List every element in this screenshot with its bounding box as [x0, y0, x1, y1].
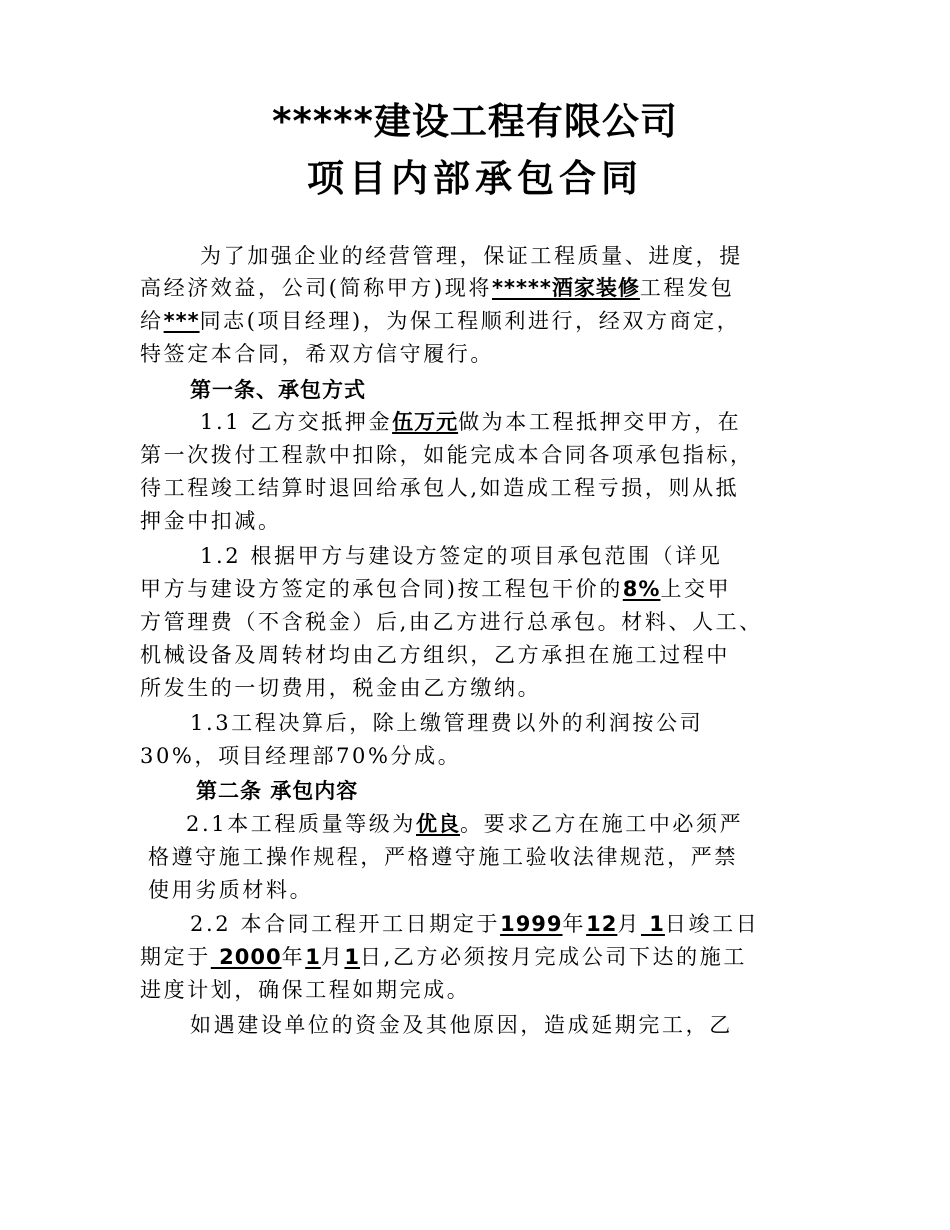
clause-2-1-line-1: 2.1本工程质量等级为优良。要求乙方在施工中必须严	[186, 812, 744, 836]
start-month: 12	[586, 912, 618, 936]
intro-line-4: 特签定本合同，希双方信守履行。	[140, 342, 494, 366]
clause-1-2-line-4: 机械设备及周转材均由乙方组织，乙方承担在施工过程中	[140, 643, 730, 667]
clause-1-1-line-2: 第一次拨付工程款中扣除，如能完成本合同各项承包指标，	[140, 443, 754, 467]
deposit-amount: 伍万元	[392, 410, 459, 434]
clause-1-1-line-4: 押金中扣减。	[140, 509, 282, 533]
clause-1-2-line-2: 甲方与建设方签定的承包合同)按工程包干价的8%上交甲	[140, 577, 732, 601]
clause-1-2-line-5: 所发生的一切费用，税金由乙方缴纳。	[140, 676, 542, 700]
end-day: 1	[344, 945, 361, 969]
article-1-heading: 第一条、承包方式	[190, 378, 366, 402]
clause-2-2-line-3: 进度计划，确保工程如期完成。	[140, 978, 471, 1002]
clause-1-3-line-2: 30%，项目经理部70%分成。	[140, 744, 462, 768]
clause-1-1-line-3: 待工程竣工结算时退回给承包人,如造成工程亏损，则从抵	[140, 476, 740, 500]
delay-paragraph-line-1: 如遇建设单位的资金及其他原因，造成延期完工，乙	[190, 1013, 733, 1037]
project-name: *****酒家装修	[491, 276, 640, 300]
contract-title: 项目内部承包合同	[307, 157, 643, 200]
clause-2-1-line-3: 使用劣质材料。	[148, 878, 314, 902]
clause-1-3-line-1: 1.3工程决算后，除上缴管理费以外的利润按公司	[190, 711, 704, 735]
intro-line-1: 为了加强企业的经营管理，保证工程质量、进度，提	[200, 244, 743, 268]
end-year: 2000	[210, 945, 282, 969]
intro-line-2: 高经济效益，公司(简称甲方)现将*****酒家装修工程发包	[140, 276, 735, 300]
clause-1-1-line-1: 1.1 乙方交抵押金伍万元做为本工程抵押交甲方，在	[200, 410, 742, 434]
clause-2-1-line-2: 格遵守施工操作规程，严格遵守施工验收法律规范，严禁	[148, 845, 738, 869]
clause-2-2-line-1: 2.2 本合同工程开工日期定于1999年12月 1日竣工日	[190, 912, 760, 936]
start-day: 1	[640, 912, 665, 936]
clause-1-2-line-3: 方管理费（不含税金）后,由乙方进行总承包。材料、人工、	[140, 610, 763, 634]
company-title: *****建设工程有限公司	[272, 100, 678, 143]
start-year: 1999	[500, 912, 563, 936]
quality-grade: 优良	[416, 812, 460, 836]
manager-name: ***	[163, 309, 200, 333]
article-2-heading: 第二条 承包内容	[196, 779, 359, 803]
end-month: 1	[305, 945, 321, 969]
clause-2-2-line-2: 期定于 2000年1月1日,乙方必须按月完成公司下达的施工	[140, 945, 747, 969]
clause-1-2-line-1: 1.2 根据甲方与建设方签定的项目承包范围（详见	[200, 544, 723, 568]
management-fee-rate: 8%	[622, 577, 661, 601]
intro-line-3: 给***同志(项目经理)，为保工程顺利进行，经双方商定，	[140, 309, 741, 333]
